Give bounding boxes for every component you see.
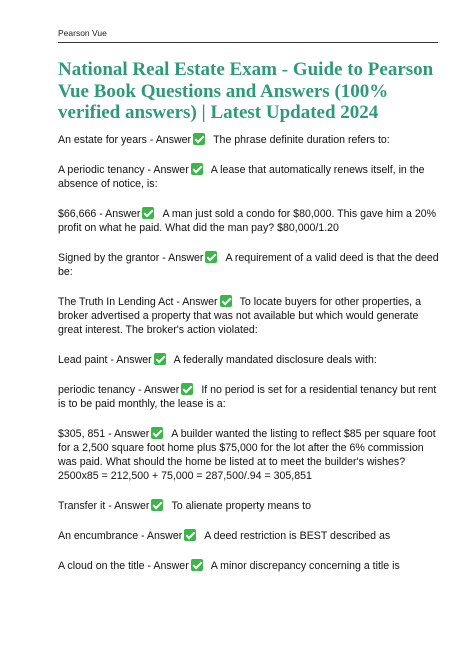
check-mark-icon [193,133,205,145]
answer-text: The Truth In Lending Act - Answer [58,296,218,308]
qa-entry [58,427,440,483]
qa-entry [58,559,440,573]
question-text: A man just sold a condo for $80,000. This gave him a 20% profit on what he paid. What did the man pay? $80,000/1.20 [58,208,437,234]
check-mark-icon [154,353,166,365]
qa-entry [58,529,440,543]
answer-text: A cloud on the title - Answer [58,560,189,572]
question-text: The phrase definite duration refers to: [213,134,390,146]
check-mark-icon [191,163,203,175]
question-text: If no period is set for a residential tenancy but rent is to be paid monthly, the lease is a: [58,384,437,410]
question-text: A lease that automatically renews itself, in the absence of notice, is: [58,164,425,190]
check-mark-icon [151,427,163,439]
answer-text: periodic tenancy - Answer [58,384,180,396]
question-text: To locate buyers for other properties, a broker advertised a property that was not available but which would generate great interest. The broker's action violated: [58,296,421,336]
qa-list [58,133,440,573]
check-mark-icon [220,295,232,307]
qa-entry [58,133,440,147]
header-label: Pearson Vue [58,28,107,38]
question-text: To alienate property means to [171,500,312,512]
answer-text: An estate for years - Answer [58,134,192,146]
question-text: A requirement of a valid deed is that the deed be: [58,252,439,278]
answer-text: Lead paint - Answer [58,354,152,366]
check-mark-icon [191,559,203,571]
qa-entry [58,163,440,191]
question-text: A deed restriction is BEST described as [204,530,391,542]
answer-text: A periodic tenancy - Answer [58,164,189,176]
qa-entry [58,353,440,367]
question-text: A minor discrepancy concerning a title is [210,560,400,572]
answer-text: Signed by the grantor - Answer [58,252,204,264]
check-mark-icon [151,499,163,511]
question-text: A builder wanted the listing to reflect $85 per square foot for a 2,500 square foot home plus $75,000 for the lot after the 6% commission was paid. What should the home be listed at to meet the builder's wishes? 2500x85 = 212,500 + 75,000 = 287,500/.94 = 305,851 [58,428,436,482]
check-mark-icon [205,251,217,263]
check-mark-icon [181,383,193,395]
check-mark-icon [142,207,154,219]
answer-text: $305, 851 - Answer [58,428,150,440]
answer-text: An encumbrance - Answer [58,530,183,542]
qa-entry [58,383,440,411]
qa-entry [58,499,440,513]
check-mark-icon [184,529,196,541]
qa-entry [58,207,440,235]
header-divider [58,42,438,43]
qa-entry [58,295,440,337]
answer-text: $66,666 - Answer [58,208,141,220]
question-text: A federally mandated disclosure deals with: [173,354,377,366]
qa-entry [58,251,440,279]
answer-text: Transfer it - Answer [58,500,150,512]
document-title: National Real Estate Exam - Guide to Pearson Vue Book Questions and Answers (100% verified answers) | Latest Updated 2024 [58,59,434,123]
